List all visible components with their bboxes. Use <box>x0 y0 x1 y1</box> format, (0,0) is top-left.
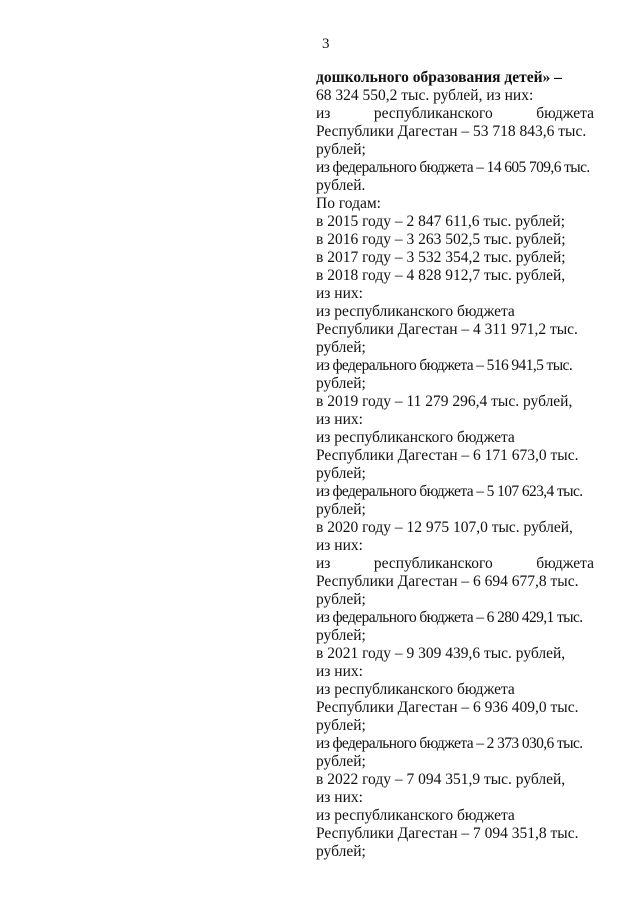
text-word: республиканского <box>373 105 493 122</box>
text-line: в 2015 году – 2 847 611,6 тыс. рублей; <box>316 213 566 230</box>
text-line: рублей; <box>316 843 366 860</box>
text-line: из федерального бюджета – 516 941,5 тыс. <box>316 357 573 374</box>
text-line: рублей. <box>316 177 366 194</box>
text-line: рублей; <box>316 141 366 158</box>
text-line: Республики Дагестан – 53 718 843,6 тыс. <box>316 123 587 140</box>
text-line: Республики Дагестан – 6 171 673,0 тыс. <box>316 447 579 464</box>
text-line: из федерального бюджета – 14 605 709,6 тыс. <box>316 159 590 176</box>
text-word: из <box>316 555 331 572</box>
text-line: рублей; <box>316 465 366 482</box>
text-word: из <box>316 105 331 122</box>
text-line: 68 324 550,2 тыс. рублей, из них: <box>316 87 534 104</box>
text-line: в 2018 году – 4 828 912,7 тыс. рублей, <box>316 267 566 284</box>
text-line <box>316 555 594 573</box>
text-line: рублей; <box>316 375 366 392</box>
text-line: из них: <box>316 663 363 680</box>
text-line: дошкольного образования детей» – <box>316 69 562 86</box>
text-line: Республики Дагестан – 6 694 677,8 тыс. <box>316 573 579 590</box>
page-number: 3 <box>322 36 330 52</box>
text-line: из республиканского бюджета <box>316 429 515 446</box>
text-line: из федерального бюджета – 6 280 429,1 тыс. <box>316 609 583 626</box>
text-line: Республики Дагестан – 4 311 971,2 тыс. <box>316 321 578 338</box>
text-line: из федерального бюджета – 5 107 623,4 тыс. <box>316 483 583 500</box>
text-line: рублей; <box>316 717 366 734</box>
text-line: Республики Дагестан – 7 094 351,8 тыс. <box>316 825 579 842</box>
text-word: бюджета <box>536 105 594 122</box>
text-line: рублей; <box>316 627 366 644</box>
text-line: из республиканского бюджета <box>316 303 515 320</box>
text-line: в 2021 году – 9 309 439,6 тыс. рублей, <box>316 645 566 662</box>
text-line: рублей; <box>316 591 366 608</box>
document-body <box>316 69 594 861</box>
text-line: рублей; <box>316 339 366 356</box>
text-line: из республиканского бюджета <box>316 681 515 698</box>
text-line: рублей; <box>316 753 366 770</box>
text-word: республиканского <box>373 555 493 572</box>
text-line: из республиканского бюджета <box>316 807 515 824</box>
text-word: бюджета <box>536 555 594 572</box>
text-line: в 2017 году – 3 532 354,2 тыс. рублей; <box>316 249 566 266</box>
text-line: из них: <box>316 411 363 428</box>
text-line: По годам: <box>316 195 381 212</box>
text-line <box>316 105 594 123</box>
text-line: в 2022 году – 7 094 351,9 тыс. рублей, <box>316 771 566 788</box>
text-line: из федерального бюджета – 2 373 030,6 тыс. <box>316 735 583 752</box>
text-line: в 2016 году – 3 263 502,5 тыс. рублей; <box>316 231 566 248</box>
text-line: из них: <box>316 285 363 302</box>
text-line: Республики Дагестан – 6 936 409,0 тыс. <box>316 699 579 716</box>
text-line: в 2019 году – 11 279 296,4 тыс. рублей, <box>316 393 573 410</box>
text-line: в 2020 году – 12 975 107,0 тыс. рублей, <box>316 519 573 536</box>
text-line: из них: <box>316 537 363 554</box>
text-line: из них: <box>316 789 363 806</box>
text-line: рублей; <box>316 501 366 518</box>
